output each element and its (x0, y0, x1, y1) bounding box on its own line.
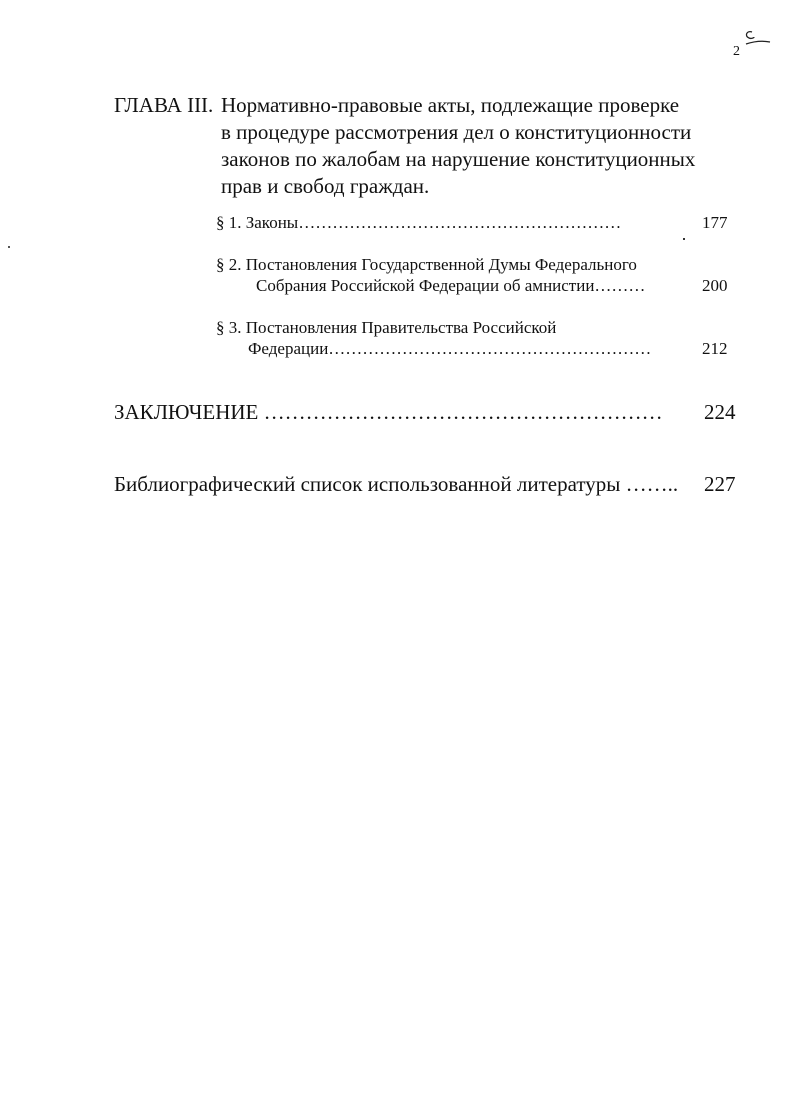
toc-entry-text: § 3. Постановления Правительства Российской (216, 318, 557, 337)
toc-entry-section-1[interactable] (216, 212, 621, 234)
handwritten-mark-icon (742, 28, 772, 50)
toc-entry-text: Библиографический список использованной литературы …….. (114, 472, 679, 496)
chapter-title-line: законов по жалобам на нарушение конституционных (221, 147, 696, 171)
toc-entry-text: § 2. Постановления Государственной Думы Федерального (216, 255, 637, 274)
chapter-title-line: в процедуре рассмотрения дел о конституционности (221, 120, 692, 144)
scan-speck (683, 238, 685, 240)
toc-page-number: 200 (702, 276, 728, 295)
toc-entry-section-2[interactable] (216, 254, 637, 276)
toc-page-number: 212 (702, 339, 728, 358)
toc-page-number: 224 (704, 400, 736, 424)
toc-page-number: 227 (704, 472, 736, 496)
scan-speck (8, 246, 10, 248)
toc-entry-text: ЗАКЛЮЧЕНИЕ ………………………………………………… (114, 400, 663, 424)
chapter-title-line: Нормативно-правовые акты, подлежащие проверке (221, 93, 680, 117)
chapter-title-line: прав и свобод граждан. (221, 174, 430, 198)
toc-entry-continuation: Собрания Российской Федерации об амнистии……… (256, 276, 646, 295)
toc-entry-conclusion[interactable] (114, 399, 663, 425)
page-number: 2 (733, 44, 740, 59)
toc-page-number: 177 (702, 213, 728, 232)
toc-entry-section-3[interactable] (216, 317, 556, 339)
toc-entry-text: § 1. Законы………………………………………………… (216, 213, 622, 232)
chapter-label: ГЛАВА III. (114, 93, 214, 117)
toc-entry-bibliography[interactable] (114, 471, 678, 497)
toc-entry-continuation: Федерации………………………………………………… (248, 339, 652, 358)
